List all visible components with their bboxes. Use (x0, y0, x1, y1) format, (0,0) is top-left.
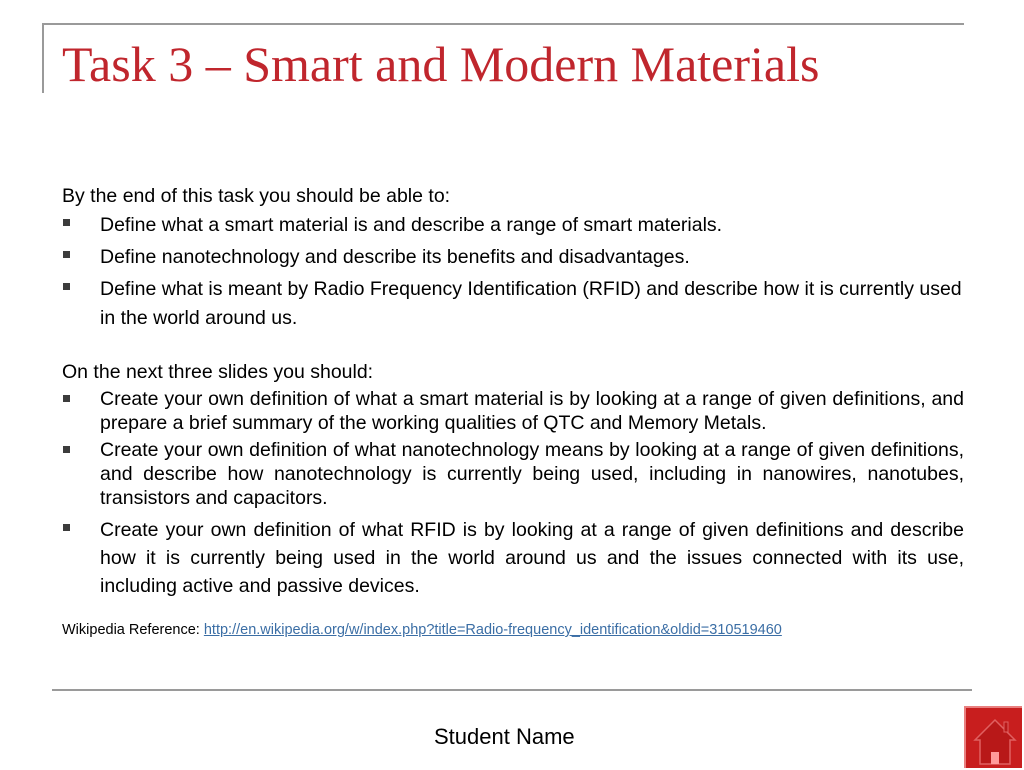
reference-link[interactable]: http://en.wikipedia.org/w/index.php?title=Radio-frequency_identification&oldid=310519460 (203, 622, 782, 638)
list-item: Create your own definition of what a smart material is by looking at a range of given definitions, and prepare a brief summary of the working qualities of QTC and Memory Metals. (62, 387, 964, 435)
home-icon (966, 708, 1024, 770)
square-bullet-icon (63, 283, 70, 290)
list-item: Create your own definition of what nanotechnology means by looking at a range of given definitions, and describe how nanotechnology is currently being used, including in nanowires, nanotubes, transistors and capacitors. (62, 438, 964, 510)
student-name: Student Name (434, 724, 575, 749)
square-bullet-icon (63, 251, 70, 258)
home-button[interactable] (964, 706, 1022, 768)
list-item: Define what is meant by Radio Frequency Identification (RFID) and describe how it is currently used in the world around us. (62, 275, 964, 333)
title-frame-top-border (42, 23, 964, 25)
reference-label: Wikipedia Reference: (62, 622, 200, 638)
square-bullet-icon (63, 524, 70, 531)
title-frame-left-border (42, 23, 44, 93)
list-item: Define nanotechnology and describe its benefits and disadvantages. (62, 243, 964, 272)
square-bullet-icon (63, 446, 70, 453)
slide-title: Task 3 – Smart and Modern Materials (62, 36, 820, 92)
objectives-intro: By the end of this task you should be able to: (62, 185, 451, 207)
slide-body (62, 184, 964, 638)
list-item: Define what a smart material is and describe a range of smart materials. (62, 211, 964, 240)
square-bullet-icon (63, 219, 70, 226)
objectives-list (62, 211, 964, 333)
square-bullet-icon (63, 395, 70, 402)
tasks-list (62, 387, 964, 600)
wikipedia-reference (62, 622, 964, 638)
footer-divider (52, 689, 972, 691)
tasks-intro: On the next three slides you should: (62, 361, 374, 383)
list-item: Create your own definition of what RFID is by looking at a range of given definitions and describe how it is currently being used in the world around us and the issues connected with its use, including active and passive devices. (62, 516, 964, 600)
